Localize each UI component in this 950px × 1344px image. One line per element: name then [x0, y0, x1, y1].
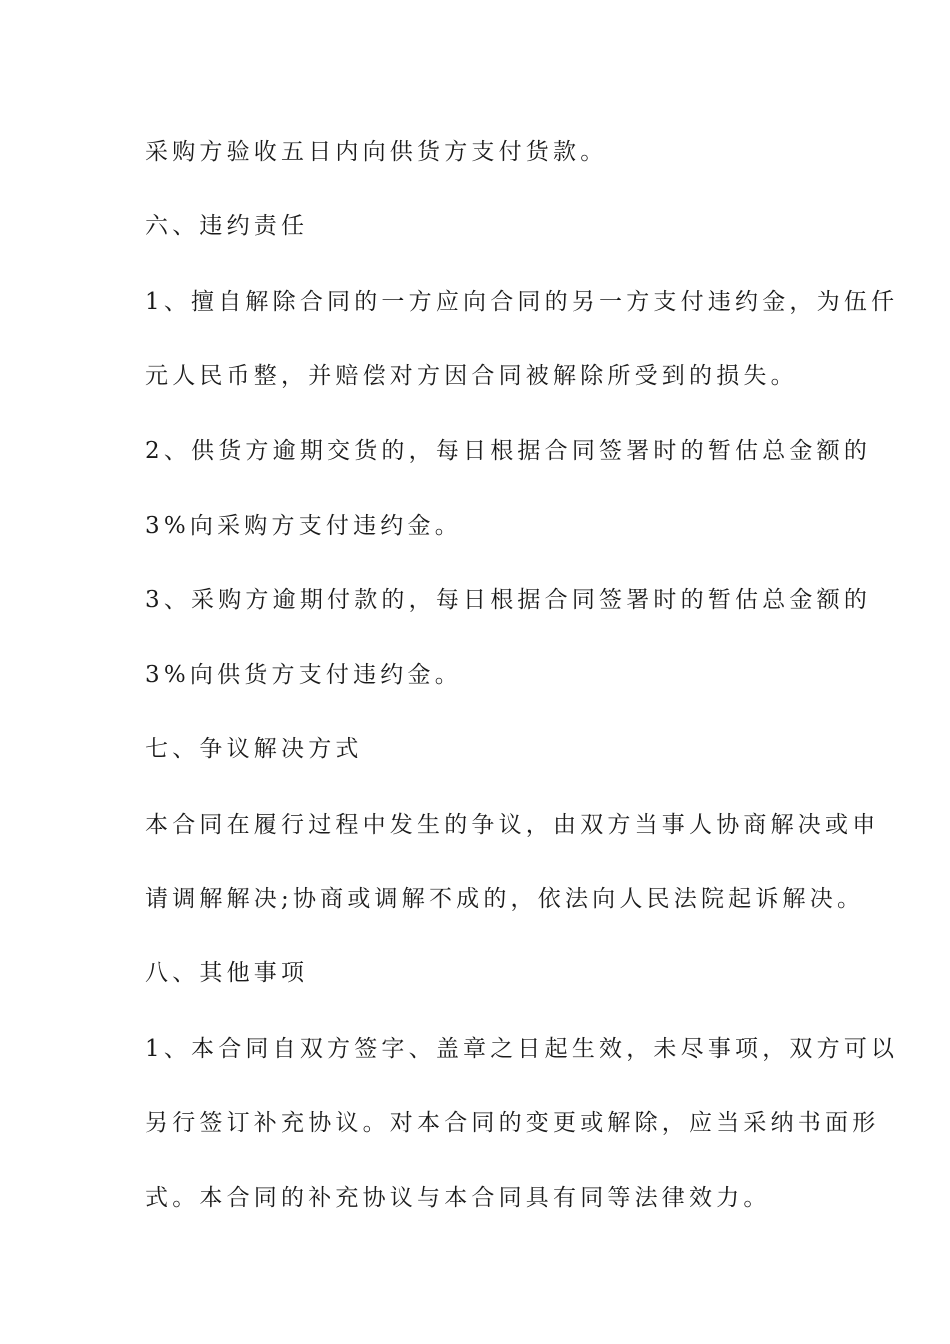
clause-1-line-1: 1、擅自解除合同的一方应向合同的另一方支付违约金，为伍仟: [145, 289, 899, 315]
clause-2-line-1: 2、供货方逾期交货的，每日根据合同签署时的暂估总金额的: [145, 438, 872, 464]
section-heading-other: 八、其他事项: [145, 960, 309, 986]
dispute-line-1: 本合同在履行过程中发生的争议，由双方当事人协商解决或申: [145, 812, 880, 838]
clause-3-line-1: 3、采购方逾期付款的，每日根据合同签署时的暂估总金额的: [145, 587, 872, 613]
paragraph-payment-line: 采购方验收五日内向供货方支付货款。: [145, 139, 608, 165]
clause-1-line-2: 元人民币整，并赔偿对方因合同被解除所受到的损失。: [145, 363, 798, 389]
clause-2-line-2: 3%向采购方支付违约金。: [145, 513, 462, 539]
dispute-line-2: 请调解解决;协商或调解不成的，依法向人民法院起诉解决。: [145, 886, 865, 912]
other-clause-line-1: 1、本合同自双方签字、盖章之日起生效，未尽事项，双方可以: [145, 1036, 899, 1062]
section-heading-liability: 六、违约责任: [145, 213, 309, 239]
clause-3-line-2: 3%向供货方支付违约金。: [145, 662, 462, 688]
section-heading-dispute: 七、争议解决方式: [145, 736, 363, 762]
other-clause-line-2: 另行签订补充协议。对本合同的变更或解除，应当采纳书面形: [145, 1110, 880, 1136]
other-clause-line-3: 式。本合同的补充协议与本合同具有同等法律效力。: [145, 1185, 771, 1211]
